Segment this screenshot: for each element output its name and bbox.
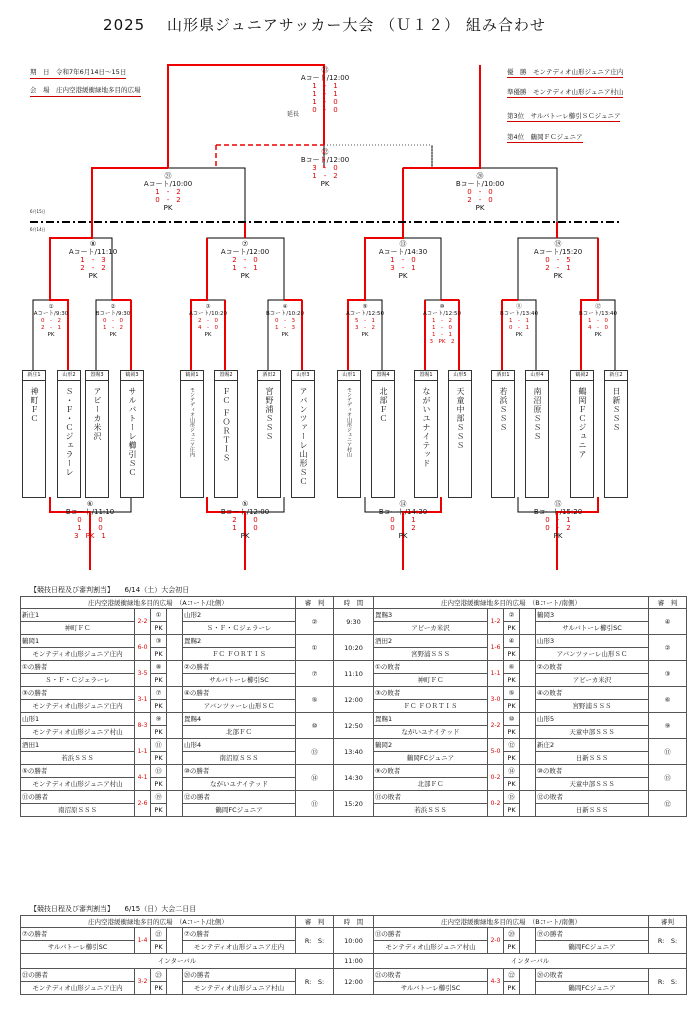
team-b2-slot: ⑲の勝者 (536, 928, 649, 941)
referee: ⑫ (649, 791, 687, 817)
score-box: 3-0 (488, 687, 504, 713)
team-a2-name: モンテディオ山形ジュニア村山 (183, 982, 296, 995)
match-number: ㉑ (151, 928, 167, 941)
team-b2-name: アバンツァーレ山形ＳＣ (536, 648, 649, 661)
match-r8: ⑫ Bコート/13:40 1 - 0 4 - 0 PK (579, 304, 617, 338)
team-b1-name: 鶴岡FCジュニア (374, 752, 488, 765)
team-card: 酒田1 若浜ＳＳＳ (491, 370, 515, 498)
team-a1-slot: ⑦の勝者 (21, 928, 135, 941)
match-time: 14:30 (334, 765, 374, 791)
score-box: 1-6 (488, 635, 504, 661)
team-a1-slot: 山形1 (21, 713, 135, 726)
match-q3: ⑬ Aコート/14:30 1 - 0 3 - 1 PK (378, 240, 428, 280)
team-card: 置賜1 ながいユナイテッド (414, 370, 438, 498)
team-b1-slot: ⑨の敗者 (374, 765, 488, 778)
pk-label: PK (504, 982, 520, 995)
score-box-2 (520, 765, 536, 791)
team-a2-slot: ④の勝者 (183, 687, 296, 700)
score-box-2 (520, 713, 536, 739)
match-sf1: ㉑ Aコート/10:00 1 - 2 0 - 2 PK (143, 172, 193, 212)
day2-mark: 6月15日 (30, 209, 46, 214)
pk-label: PK (151, 752, 167, 765)
match-c2: ⑤ Bコート/12:00 2 - 0 1 - 0 PK (220, 500, 270, 540)
match-time: 12:50 (334, 713, 374, 739)
match-time: 13:40 (334, 739, 374, 765)
referee: R: S: (296, 928, 334, 954)
team-card: 新庄2 日新ＳＳＳ (604, 370, 628, 498)
match-number: ⑭ (504, 765, 520, 778)
interval-a: インターバル (21, 954, 334, 969)
team-b2-slot: 新庄2 (536, 739, 649, 752)
team-b1-slot: ⑬の勝者 (374, 928, 488, 941)
ref-header: 審 判 (296, 916, 334, 928)
score-box-2 (167, 635, 183, 661)
team-b1-name: 神町ＦＣ (374, 674, 488, 687)
referee: ⑩ (296, 713, 334, 739)
schedule-row (21, 928, 687, 941)
team-a1-name: 神町ＦＣ (21, 622, 135, 635)
team-b2-slot: 鶴岡3 (536, 609, 649, 622)
team-a2-slot: 置賜4 (183, 713, 296, 726)
score-box-2 (167, 791, 183, 817)
match-time: 10:00 (334, 928, 374, 954)
team-a1-slot: 新庄1 (21, 609, 135, 622)
team-card: 置賜2 ＦＣ ＦＯＲＴＩＳ (214, 370, 238, 498)
team-b2-name: 鶴岡FCジュニア (536, 941, 649, 954)
team-b1-slot: 置賜3 (374, 609, 488, 622)
ref-header-b: 審 判 (649, 597, 687, 609)
pk-label: PK (504, 778, 520, 791)
team-a1-slot: ⑪の勝者 (21, 791, 135, 804)
team-a2-slot: 山形4 (183, 739, 296, 752)
score-box: 2-6 (135, 791, 151, 817)
team-card: 新庄1 神町ＦＣ (22, 370, 46, 498)
schedule-row (21, 969, 687, 982)
schedule2-table (20, 915, 687, 995)
court-a-header: 庄内空港緩衝緑地多目的広場 （Aコート/北側） (21, 597, 296, 609)
team-a2-slot: ⑩の勝者 (183, 765, 296, 778)
team-a2-name: ながいユナイテッド (183, 778, 296, 791)
team-b2-slot: ④の敗者 (536, 687, 649, 700)
team-a1-slot: ①の勝者 (21, 661, 135, 674)
match-number: ③ (151, 635, 167, 648)
court-a-header: 庄内空港緩衝緑地多目的広場 （Aコート/北側） (21, 916, 296, 928)
team-a2-slot: ⑦の勝者 (183, 928, 296, 941)
team-b2-slot: ⑩の敗者 (536, 765, 649, 778)
team-card: 山形2 Ｓ・Ｆ・Ｃジェラーレ (57, 370, 81, 498)
team-b2-name: 天童中部ＳＳＳ (536, 778, 649, 791)
score-box-2 (167, 739, 183, 765)
referee: R: S: (649, 928, 687, 954)
team-a2-name: モンテディオ山形ジュニア庄内 (183, 941, 296, 954)
team-b2-name: 日新ＳＳＳ (536, 804, 649, 817)
team-b2-name: 天童中部ＳＳＳ (536, 726, 649, 739)
score-box: 2-2 (135, 609, 151, 635)
team-a1-slot: 鶴岡1 (21, 635, 135, 648)
court-b-header: 庄内空港緩衝緑地多目的広場 （Bコート/南側） (374, 597, 649, 609)
match-number: ⑤ (504, 687, 520, 700)
match-number: ① (151, 609, 167, 622)
match-r4: ④ Bコート/10:20 0 - 3 1 - 3 PK (266, 304, 304, 338)
team-a2-slot: ②の勝者 (183, 661, 296, 674)
score-box: 1-2 (488, 609, 504, 635)
team-card: 山形4 南沼原ＳＳＳ (525, 370, 549, 498)
score-box-2 (520, 609, 536, 635)
team-b1-name: 宮野浦ＳＳＳ (374, 648, 488, 661)
score-box: 2-2 (488, 713, 504, 739)
team-card: 山形3 アバンツァーレ山形ＳＣ (291, 370, 315, 498)
team-a1-name: モンテディオ山形ジュニア村山 (21, 778, 135, 791)
team-b1-name: 若浜ＳＳＳ (374, 804, 488, 817)
team-a1-name: サルバトーレ櫛引SC (21, 941, 135, 954)
team-b1-name: アビーカ米沢 (374, 622, 488, 635)
score-box: 5-0 (488, 739, 504, 765)
match-number: ⑥ (504, 661, 520, 674)
score-box-2 (167, 609, 183, 635)
team-card: 山形1 モンテディオ山形ジュニア村山 (337, 370, 361, 498)
match-number: ⑫ (504, 739, 520, 752)
result-3: 第3位 サルバトーレ櫛引ＳＣジュニア (507, 112, 621, 120)
referee: ① (296, 635, 334, 661)
match-c1: ⑥ Bコート/11:10 0 - 0 1 - 0 3 PK 1 (65, 500, 115, 540)
score-box-2 (167, 687, 183, 713)
team-b2-slot: ⑫の敗者 (536, 791, 649, 804)
referee: ⑪ (649, 739, 687, 765)
score-box: 1-4 (135, 928, 151, 954)
match-time: 12:00 (334, 687, 374, 713)
match-number: ⑦ (151, 687, 167, 700)
score-box: 8-3 (135, 713, 151, 739)
team-b2-slot: ⑳の敗者 (536, 969, 649, 982)
pk-label: PK (151, 648, 167, 661)
team-card: 置賜3 アビーカ米沢 (85, 370, 109, 498)
score-box-2 (167, 765, 183, 791)
schedule-row (21, 661, 687, 674)
schedule1-title: 【競技日程及び審判割当】 6/14（土）大会初日 (30, 586, 190, 594)
pk-label: PK (151, 941, 167, 954)
team-a1-name: モンテディオ山形ジュニア庄内 (21, 700, 135, 713)
team-b2-slot: 山形5 (536, 713, 649, 726)
team-card: 鶴岡3 サルバトーレ櫛引ＳＣ (120, 370, 144, 498)
referee: ⑬ (649, 765, 687, 791)
pk-label: PK (151, 804, 167, 817)
day1-mark: 6月14日 (30, 227, 46, 232)
score-box: 3-1 (135, 687, 151, 713)
pk-label: PK (151, 726, 167, 739)
match-time: 11:00 (334, 954, 374, 969)
team-b2-name: サルバトーレ櫛引SC (536, 622, 649, 635)
match-number: ⑳ (504, 928, 520, 941)
interval-b: インターバル (374, 954, 687, 969)
match-r7: ⑪ Bコート/13:40 1 - 1 0 - 1 PK (500, 304, 538, 338)
match-third: ㉒ Bコート/12:00 3 - 0 1 - 2 PK (300, 148, 350, 188)
match-number: ⑧ (151, 661, 167, 674)
match-time: 11:10 (334, 661, 374, 687)
referee: ⑨ (649, 713, 687, 739)
match-time: 10:20 (334, 635, 374, 661)
match-time: 9:30 (334, 609, 374, 635)
team-b1-slot: 鶴岡2 (374, 739, 488, 752)
score-box: 3-2 (135, 969, 151, 995)
team-a1-slot: ③の勝者 (21, 687, 135, 700)
match-time: 12:00 (334, 969, 374, 995)
match-time: 15:20 (334, 791, 374, 817)
score-box: 2-0 (488, 928, 504, 954)
team-card: 鶴岡2 鶴岡ＦＣジュニア (570, 370, 594, 498)
team-a2-slot: 置賜2 (183, 635, 296, 648)
team-b2-name: アビーカ米沢 (536, 674, 649, 687)
team-a1-name: 若浜ＳＳＳ (21, 752, 135, 765)
team-b2-name: 鶴岡FCジュニア (536, 982, 649, 995)
result-4: 第4位 鶴岡ＦＣジュニア (507, 133, 583, 141)
pk-label: PK (151, 674, 167, 687)
team-a2-name: サルバトーレ櫛引SC (183, 674, 296, 687)
team-b2-slot: 山形3 (536, 635, 649, 648)
referee: ② (649, 635, 687, 661)
team-card: 酒田2 宮野浦ＳＳＳ (257, 370, 281, 498)
team-a2-name: アバンツァーレ山形ＳＣ (183, 700, 296, 713)
referee: ⑬ (296, 739, 334, 765)
score-box-2 (520, 635, 536, 661)
pk-label: PK (151, 622, 167, 635)
match-number: ⑬ (151, 765, 167, 778)
match-c3: ⑭ Bコート/14:30 0 - 1 0 - 2 PK (378, 500, 428, 540)
team-a2-slot: ⑳の勝者 (183, 969, 296, 982)
referee: ⑦ (296, 661, 334, 687)
score-box-2 (520, 969, 536, 995)
score-box: 0-2 (488, 765, 504, 791)
score-box-2 (520, 687, 536, 713)
referee: ④ (649, 609, 687, 635)
team-b2-name: 日新ＳＳＳ (536, 752, 649, 765)
team-b1-name: モンテディオ山形ジュニア村山 (374, 941, 488, 954)
score-box-2 (167, 969, 183, 995)
pk-label: PK (504, 648, 520, 661)
team-a1-slot: ⑤の勝者 (21, 765, 135, 778)
team-card: 置賜4 北部ＦＣ (371, 370, 395, 498)
match-r3: ③ Aコート/10:20 2 - 0 4 - 0 PK (189, 304, 227, 338)
match-number: ㉓ (151, 969, 167, 982)
pk-label: PK (504, 804, 520, 817)
score-box: 3-5 (135, 661, 151, 687)
match-number: ⑪ (151, 739, 167, 752)
court-b-header: 庄内空港緩衝緑地多目的広場 （Bコート/南側） (374, 916, 649, 928)
match-r1: ① Aコート/9:30 0 - 2 2 - 1 PK (33, 304, 69, 338)
final-note: 延長 (287, 111, 300, 118)
page-title: 2025 山形県ジュニアサッカー大会 （Ｕ１２） 組み合わせ (103, 16, 546, 34)
pk-label: PK (151, 700, 167, 713)
pk-label: PK (504, 941, 520, 954)
date-info: 期 日 令和7年6月14日～15日 (30, 68, 126, 79)
match-sf2: ⑳ Bコート/10:00 0 - 0 2 - 0 PK (455, 172, 505, 212)
referee: ⑭ (296, 765, 334, 791)
match-q2: ⑦ Aコート/12:00 2 - 0 1 - 1 PK (220, 240, 270, 280)
score-box-2 (167, 661, 183, 687)
schedule-row (21, 713, 687, 726)
pk-label: PK (504, 622, 520, 635)
team-b1-slot: ⑪の敗者 (374, 791, 488, 804)
team-a1-name: 南沼原ＳＳＳ (21, 804, 135, 817)
team-a1-name: モンテディオ山形ジュニア村山 (21, 726, 135, 739)
team-a2-name: 北部ＦＣ (183, 726, 296, 739)
pk-label: PK (151, 778, 167, 791)
result-2: 準優勝 モンテディオ山形ジュニア村山 (507, 88, 624, 96)
team-a2-name: Ｓ・Ｆ・Ｃジェラーレ (183, 622, 296, 635)
time-header: 時 間 (334, 916, 374, 928)
referee: ⑥ (649, 687, 687, 713)
referee: ③ (649, 661, 687, 687)
match-number: ④ (504, 635, 520, 648)
pk-label: PK (504, 752, 520, 765)
score-box-2 (167, 713, 183, 739)
team-b1-name: 北部ＦＣ (374, 778, 488, 791)
match-number: ㉒ (504, 969, 520, 982)
score-box-2 (520, 661, 536, 687)
match-r2: ② Bコート/9:30 0 - 0 1 - 2 PK (95, 304, 131, 338)
schedule-row (21, 765, 687, 778)
score-box: 1-1 (135, 739, 151, 765)
score-box-2 (520, 928, 536, 954)
score-box-2 (167, 928, 183, 954)
match-number: ⑲ (151, 791, 167, 804)
team-b1-name: ながいユナイテッド (374, 726, 488, 739)
result-1: 優 勝 モンテディオ山形ジュニア庄内 (507, 68, 624, 76)
match-c4: ⑮ Bコート/15:20 0 - 1 0 - 2 PK (533, 500, 583, 540)
pk-label: PK (151, 982, 167, 995)
schedule1-table (20, 596, 687, 817)
team-a2-slot: 山形2 (183, 609, 296, 622)
match-number: ⑮ (504, 791, 520, 804)
score-box: 6-0 (135, 635, 151, 661)
referee: ⑪ (296, 791, 334, 817)
schedule-row (21, 791, 687, 804)
referee: ⑤ (296, 687, 334, 713)
pk-label: PK (504, 726, 520, 739)
referee: R: S: (296, 969, 334, 995)
pk-label: PK (504, 700, 520, 713)
team-b2-name: 宮野浦ＳＳＳ (536, 700, 649, 713)
team-a2-name: 南沼原ＳＳＳ (183, 752, 296, 765)
team-b1-slot: ①の敗者 (374, 661, 488, 674)
schedule2-title: 【競技日程及び審判割当】 6/15（日）大会二日目 (30, 905, 197, 913)
team-a1-name: モンテディオ山形ジュニア庄内 (21, 982, 135, 995)
team-card: 山形5 天童中部ＳＳＳ (448, 370, 472, 498)
match-q4: ⑲ Aコート/15:20 0 - 5 2 - 1 PK (533, 240, 583, 280)
match-number: ⑨ (151, 713, 167, 726)
match-r5: ⑨ Aコート/12:50 5 - 1 3 - 2 PK (346, 304, 384, 338)
team-b1-slot: 置賜1 (374, 713, 488, 726)
team-a1-name: モンテディオ山形ジュニア庄内 (21, 648, 135, 661)
score-box: 0-2 (488, 791, 504, 817)
score-box: 1-1 (488, 661, 504, 687)
team-a1-slot: ㉑の勝者 (21, 969, 135, 982)
time-header: 時 間 (334, 597, 374, 609)
match-r6: ⑩ Aコート/12:50 1 - 2 1 - 0 1 - 1 3 PK 2 (423, 304, 461, 345)
schedule-row (21, 739, 687, 752)
ref-header: 審 判 (296, 597, 334, 609)
schedule-row (21, 687, 687, 700)
interval-row (21, 954, 687, 969)
schedule-row (21, 609, 687, 622)
team-b2-slot: ②の敗者 (536, 661, 649, 674)
team-b1-name: ＦＣ ＦＯＲＴＩＳ (374, 700, 488, 713)
score-box: 4-1 (135, 765, 151, 791)
schedule-row (21, 635, 687, 648)
team-b1-slot: 酒田2 (374, 635, 488, 648)
team-a2-name: 鶴岡FCジュニア (183, 804, 296, 817)
score-box: 4-3 (488, 969, 504, 995)
venue-info: 会 場 庄内空港緩衝緑地多目的広場 (30, 86, 141, 97)
match-number: ⑩ (504, 713, 520, 726)
match-number: ② (504, 609, 520, 622)
referee: ② (296, 609, 334, 635)
match-q1: ⑧ Aコート/11:10 1 - 3 2 - 2 PK (68, 240, 118, 280)
team-card: 鶴岡1 モンテディオ山形ジュニア庄内 (180, 370, 204, 498)
team-a1-slot: 酒田1 (21, 739, 135, 752)
team-b1-name: サルバトーレ櫛引SC (374, 982, 488, 995)
team-a1-name: Ｓ・Ｆ・Ｃジェラーレ (21, 674, 135, 687)
referee: R: S: (649, 969, 687, 995)
ref-header-b: 審判 (649, 916, 687, 928)
team-b1-slot: ③の敗者 (374, 687, 488, 700)
score-box-2 (520, 739, 536, 765)
score-box-2 (520, 791, 536, 817)
team-a2-name: ＦＣ ＦＯＲＴＩＳ (183, 648, 296, 661)
team-a2-slot: ⑫の勝者 (183, 791, 296, 804)
team-b1-slot: ㉑の敗者 (374, 969, 488, 982)
match-final: ㉓ Aコート/12:00 1 - 1 1 - 1 1 - 0 0 - 0 (300, 66, 350, 114)
pk-label: PK (504, 674, 520, 687)
